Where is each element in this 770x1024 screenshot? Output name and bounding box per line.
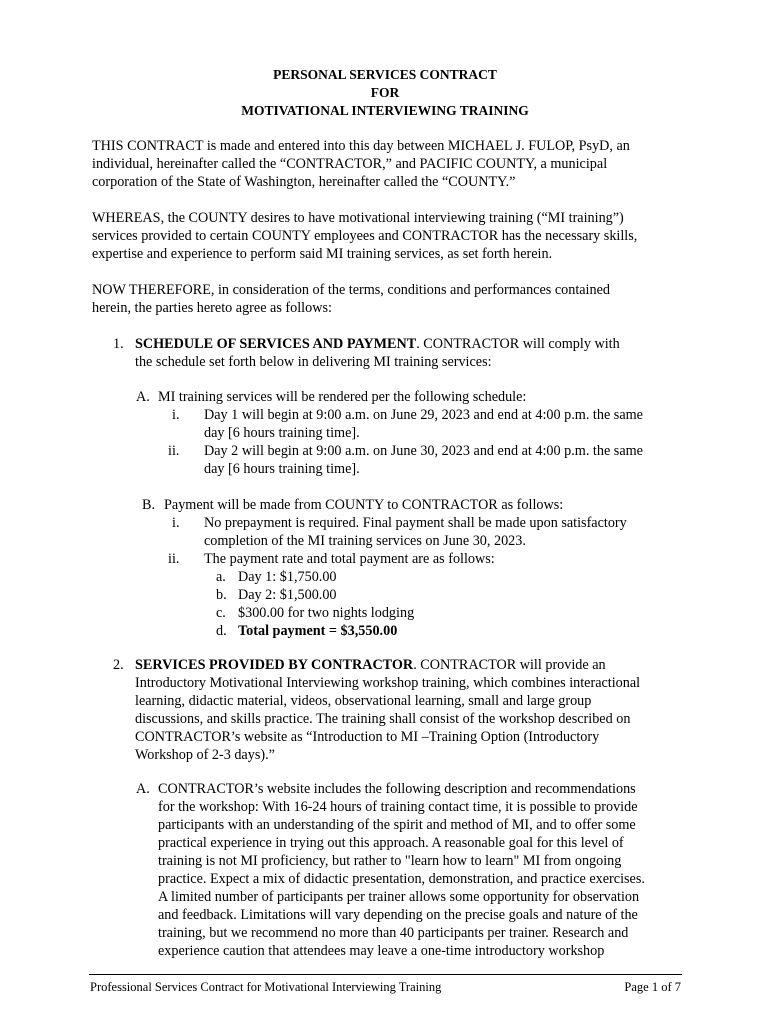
document-title-line3: MOTIVATIONAL INTERVIEWING TRAINING: [241, 103, 529, 118]
now-therefore-line: herein, the parties hereto agree as follows:: [92, 300, 332, 316]
now-therefore-line: NOW THEREFORE, in consideration of the terms, conditions and performances contained: [92, 282, 610, 298]
section-1-number: 1.: [113, 336, 124, 352]
section-2-text: Introductory Motivational Interviewing workshop training, which combines interactional: [135, 675, 641, 691]
footer-page-number: Page 1 of 7: [624, 980, 681, 994]
section-1-text: the schedule set forth below in delivering MI training services:: [135, 354, 492, 370]
payment-line-marker: d.: [216, 623, 227, 639]
whereas-line: services provided to certain COUNTY employees and CONTRACTOR has the necessary skills,: [92, 228, 638, 244]
intro-paragraph: [92, 137, 692, 191]
payment-line: Day 2: $1,500.00: [238, 587, 337, 603]
payment-line: Day 1: $1,750.00: [238, 569, 337, 585]
section-2-text: Workshop of 2-3 days).”: [135, 747, 275, 763]
schedule-item: [204, 406, 643, 442]
intro-line: individual, hereinafter called the “CONTRACTOR,” and PACIFIC COUNTY, a municipal: [92, 156, 608, 172]
section-2a-line: CONTRACTOR’s website includes the following description and recommendations: [158, 781, 636, 797]
section-1-heading: SCHEDULE OF SERVICES AND PAYMENT: [135, 336, 417, 352]
section-2-text: discussions, and skills practice. The training shall consist of the workshop described on: [135, 711, 631, 727]
section-1-text: . CONTRACTOR will comply with: [416, 336, 620, 352]
whereas-line: expertise and experience to perform said MI training services, as set forth herein.: [92, 246, 553, 262]
section-1a-text: MI training services will be rendered per the following schedule:: [158, 389, 527, 405]
section-2a-line: practice. Expect a mix of didactic presentation, demonstration, and practice exercises.: [158, 871, 645, 887]
payment-line: $300.00 for two nights lodging: [238, 605, 415, 621]
section-2-text: learning, didactic material, videos, observational learning, small and large group: [135, 693, 592, 709]
section-2a-line: A limited number of participants per trainer allows some opportunity for observation: [158, 889, 640, 905]
whereas-line: WHEREAS, the COUNTY desires to have motivational interviewing training (“MI training”): [92, 210, 624, 226]
payment-line-marker: c.: [216, 605, 226, 621]
section-2a-line: practical experience in trying out this approach. A reasonable goal for this level of: [158, 835, 624, 851]
payment-term-text: completion of the MI training services on June 30, 2023.: [204, 533, 526, 549]
section-1-intro: [135, 335, 695, 371]
schedule-item-text: Day 1 will begin at 9:00 a.m. on June 29, 2023 and end at 4:00 p.m. the same: [204, 407, 643, 423]
payment-term-marker: ii.: [168, 551, 180, 567]
total-payment: Total payment = $3,550.00: [238, 623, 398, 639]
footer-document-title: Professional Services Contract for Motivational Interviewing Training: [90, 980, 442, 994]
document-title-line1: PERSONAL SERVICES CONTRACT: [273, 67, 497, 82]
schedule-item: [204, 442, 643, 478]
schedule-item-text: day [6 hours training time].: [204, 461, 360, 477]
section-2-text: CONTRACTOR’s website as “Introduction to MI –Training Option (Introductory: [135, 729, 600, 745]
payment-term: [204, 514, 627, 550]
document-title-line2: FOR: [370, 85, 400, 100]
schedule-item-marker: ii.: [168, 443, 180, 459]
section-2-heading: SERVICES PROVIDED BY CONTRACTOR: [135, 657, 414, 673]
whereas-paragraph: [92, 209, 692, 263]
schedule-item-marker: i.: [172, 407, 180, 423]
payment-line-marker: a.: [216, 569, 226, 585]
section-2a-text: [158, 780, 688, 960]
payment-term-marker: i.: [172, 515, 180, 531]
intro-line: THIS CONTRACT is made and entered into this day between MICHAEL J. FULOP, PsyD, an: [92, 138, 630, 154]
section-2-text: . CONTRACTOR will provide an: [413, 657, 606, 673]
section-1b-marker: B.: [142, 497, 156, 513]
section-2a-line: for the workshop: With 16-24 hours of training contact time, it is possible to provide: [158, 799, 638, 815]
payment-term-text: No prepayment is required. Final payment shall be made upon satisfactory: [204, 515, 627, 531]
section-1b-text: Payment will be made from COUNTY to CONTRACTOR as follows:: [164, 497, 564, 513]
section-2a-line: participants with an understanding of the spirit and method of MI, and to offer some: [158, 817, 636, 833]
section-1a-marker: A.: [136, 389, 150, 405]
section-2-intro: [135, 656, 695, 764]
now-therefore-paragraph: [92, 281, 692, 317]
intro-line: corporation of the State of Washington, hereinafter called the “COUNTY.”: [92, 174, 516, 190]
footer-divider: [89, 974, 682, 975]
section-2a-line: experience caution that attendees may leave a one-time introductory workshop: [158, 943, 605, 959]
schedule-item-text: day [6 hours training time].: [204, 425, 360, 441]
section-2a-line: and feedback. Limitations will vary depending on the precise goals and nature of the: [158, 907, 638, 923]
section-2a-line: training, but we recommend no more than 40 participants per trainer. Research and: [158, 925, 629, 941]
schedule-item-text: Day 2 will begin at 9:00 a.m. on June 30, 2023 and end at 4:00 p.m. the same: [204, 443, 643, 459]
section-2a-marker: A.: [136, 781, 150, 797]
section-2-number: 2.: [113, 657, 124, 673]
payment-term-text: The payment rate and total payment are as follows:: [204, 551, 495, 567]
section-2a-line: training is not MI proficiency, but rather to "learn how to learn" MI from ongoing: [158, 853, 622, 869]
payment-line-marker: b.: [216, 587, 227, 603]
